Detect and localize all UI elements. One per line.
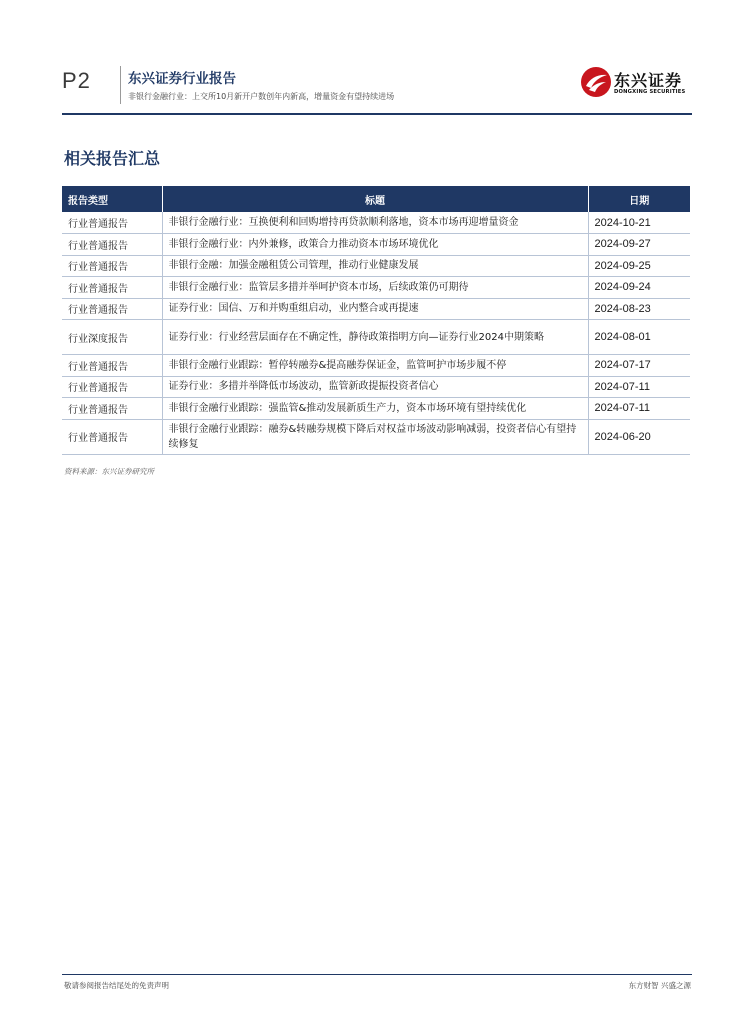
table-row	[62, 212, 690, 234]
related-reports-table	[62, 186, 690, 455]
header-divider	[120, 66, 121, 104]
row-title: 非银行金融：加强金融租赁公司管理，推动行业健康发展	[162, 255, 588, 277]
row-date: 2024-09-27	[588, 234, 690, 256]
row-report-type: 行业普通报告	[62, 212, 162, 234]
row-title: 证券行业：国信、万和并购重组启动，业内整合或再提速	[162, 298, 588, 320]
row-title: 非银行金融行业跟踪：暂停转融券&提高融券保证金，监管呵护市场步履不停	[162, 355, 588, 377]
footer-disclaimer: 敬请参阅报告结尾处的免责声明	[64, 981, 169, 990]
table-header-row	[62, 186, 690, 212]
table-row	[62, 398, 690, 420]
report-series-title: 东兴证券行业报告	[128, 71, 236, 87]
source-note: 资料来源：东兴证券研究所	[64, 467, 154, 476]
row-date: 2024-10-21	[588, 212, 690, 234]
row-report-type: 行业普通报告	[62, 234, 162, 256]
report-subtitle: 非银行金融行业：上交所10月新开户数创年内新高，增量资金有望持续进场	[128, 92, 395, 101]
row-report-type: 行业普通报告	[62, 277, 162, 299]
row-report-type: 行业深度报告	[62, 320, 162, 355]
section-title: 相关报告汇总	[64, 149, 161, 168]
logo-name-en: DONGXING SECURITIES	[614, 89, 686, 95]
row-report-type: 行业普通报告	[62, 398, 162, 420]
row-date: 2024-08-23	[588, 298, 690, 320]
row-date: 2024-07-11	[588, 376, 690, 398]
row-report-type: 行业普通报告	[62, 298, 162, 320]
row-title: 非银行金融行业：内外兼修，政策合力推动资本市场环境优化	[162, 234, 588, 256]
row-title: 证券行业：多措并举降低市场波动，监管新政提振投资者信心	[162, 376, 588, 398]
table-row	[62, 277, 690, 299]
row-title: 证券行业：行业经营层面存在不确定性，静待政策指明方向—证券行业2024中期策略	[162, 320, 588, 355]
row-title: 非银行金融行业：互换便利和回购增持再贷款顺利落地，资本市场再迎增量资金	[162, 212, 588, 234]
row-report-type: 行业普通报告	[62, 355, 162, 377]
table-row	[62, 234, 690, 256]
row-report-type: 行业普通报告	[62, 255, 162, 277]
footer-slogan: 东方财智 兴盛之源	[628, 981, 691, 990]
table-row	[62, 419, 690, 454]
row-title: 非银行金融行业：监管层多措并举呵护资本市场，后续政策仍可期待	[162, 277, 588, 299]
table-row	[62, 355, 690, 377]
row-title: 非银行金融行业跟踪：融券&转融券规模下降后对权益市场波动影响减弱，投资者信心有望持续修复	[162, 419, 588, 454]
header-rule	[62, 113, 692, 115]
header-title: 标题	[162, 186, 588, 212]
company-logo	[580, 66, 688, 100]
table-row	[62, 320, 690, 355]
row-report-type: 行业普通报告	[62, 376, 162, 398]
row-report-type: 行业普通报告	[62, 419, 162, 454]
table-row	[62, 298, 690, 320]
table-row	[62, 376, 690, 398]
row-date: 2024-06-20	[588, 419, 690, 454]
header-report-type: 报告类型	[62, 186, 162, 212]
row-date: 2024-07-11	[588, 398, 690, 420]
row-date: 2024-09-24	[588, 277, 690, 299]
table-row	[62, 255, 690, 277]
page-header	[62, 62, 692, 114]
footer-rule	[62, 974, 692, 975]
row-date: 2024-07-17	[588, 355, 690, 377]
row-title: 非银行金融行业跟踪：强监管&推动发展新质生产力，资本市场环境有望持续优化	[162, 398, 588, 420]
row-date: 2024-09-25	[588, 255, 690, 277]
header-date: 日期	[588, 186, 690, 212]
page-number: P2	[62, 68, 91, 93]
dongxing-logo-icon	[580, 66, 612, 98]
logo-name-cn: 东兴证券	[614, 71, 683, 90]
row-date: 2024-08-01	[588, 320, 690, 355]
